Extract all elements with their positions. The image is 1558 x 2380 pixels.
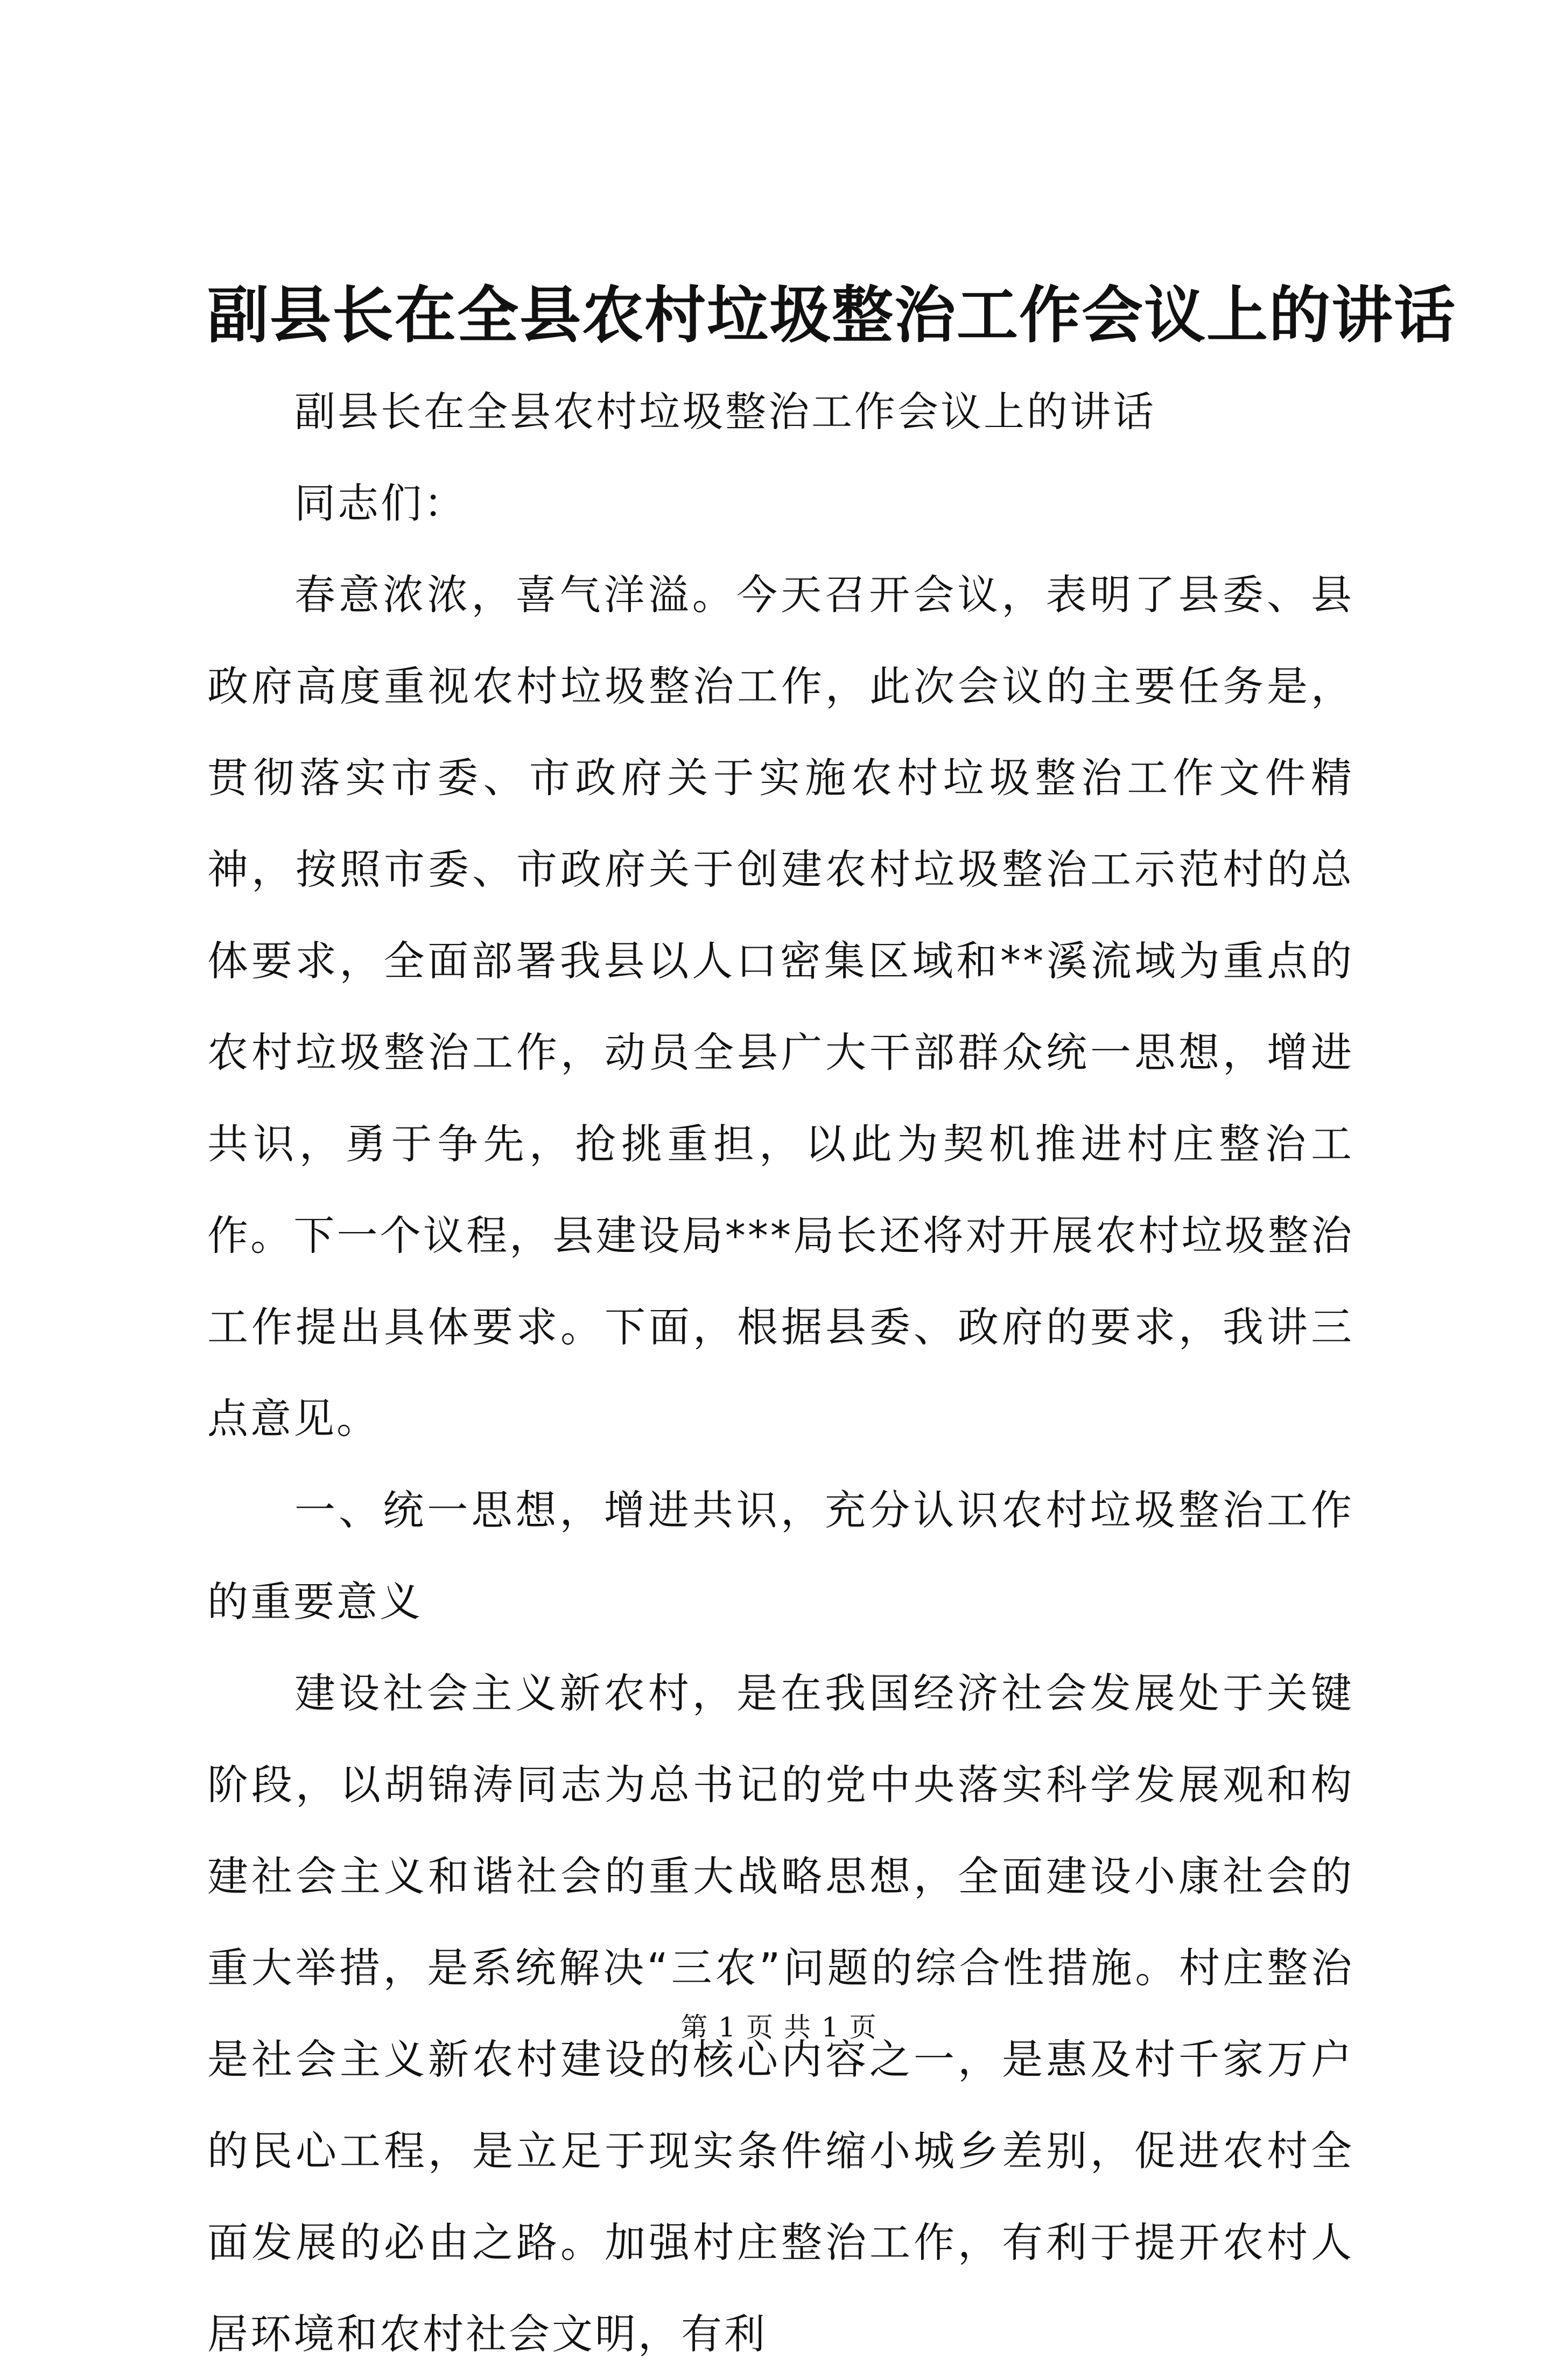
subtitle-paragraph: 副县长在全县农村垃圾整治工作会议上的讲话 (294, 388, 1156, 436)
page-footer: 第 1 页 共 1 页 (680, 2012, 878, 2043)
document-title: 副县长在全县农村垃圾整治工作会议上的讲话 (207, 279, 1457, 351)
document-body (207, 366, 1354, 2380)
body-paragraph: 建设社会主义新农村，是在我国经济社会发展处于关键阶段，以胡锦涛同志为总书记的党中央落实科学发展观和构建社会主义和谐社会的重大战略思想，全面建设小康社会的重大举措，是系统解决“三农”问题的综合性措施。村庄整治是社会主义新农村建设的核心内容之一，是惠及村千家万户的民心工程，是立足于现实条件缩小城乡差别，促进农村全面发展的必由之路。加强村庄整治工作，有利于提开农村人居环境和农村社会文明，有利 (207, 1669, 1354, 2358)
body-paragraph: 春意浓浓，喜气洋溢。今天召开会议，表明了县委、县政府高度重视农村垃圾整治工作，此次会议的主要任务是，贯彻落实市委、市政府关于实施农村垃圾整治工作文件精神，按照市委、市政府关于创建农村垃圾整治工示范村的总体要求，全面部署我县以人口密集区域和**溪流域为重点的农村垃圾整治工作，动员全县广大干部群众统一思想，增进共识，勇于争先，抢挑重担，以此为契机推进村庄整治工作。下一个议程，县建设局***局长还将对开展农村垃圾整治工作提出具体要求。下面，根据县委、政府的要求，我讲三点意见。 (207, 571, 1354, 1443)
salutation-paragraph: 同志们： (294, 479, 467, 527)
section-heading: 一、统一思想，增进共识，充分认识农村垃圾整治工作的重要意义 (207, 1486, 1354, 1626)
